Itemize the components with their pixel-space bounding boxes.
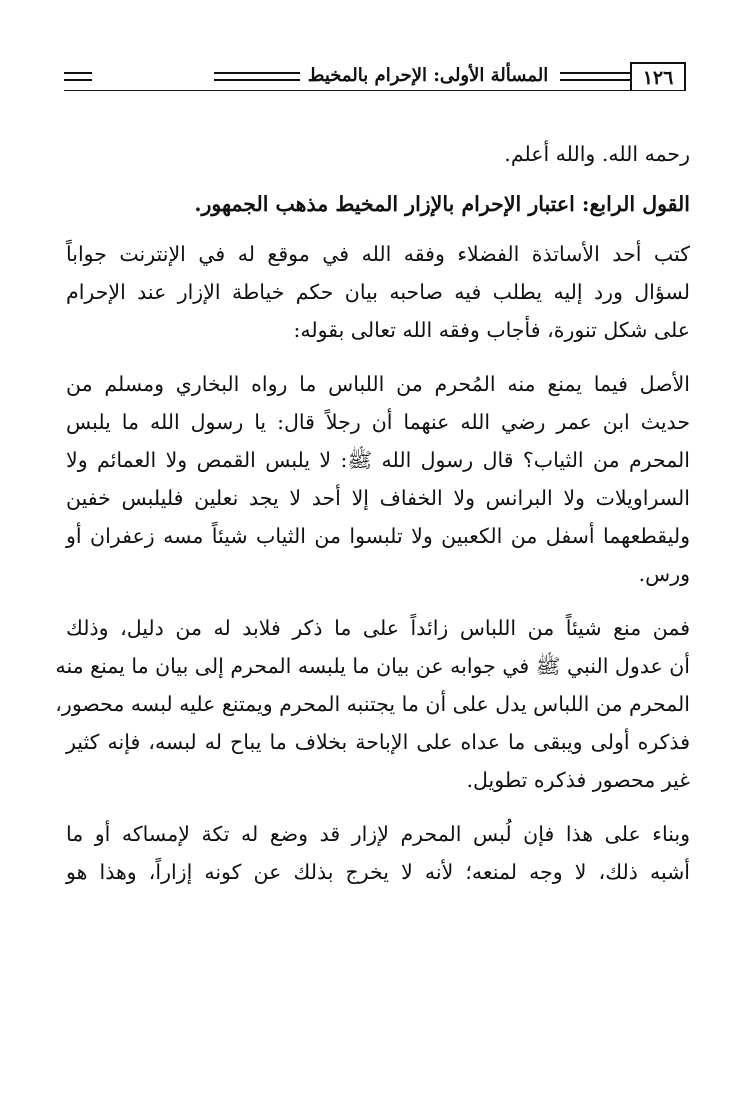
paragraph (55, 609, 690, 799)
text-line: غير محصور فذكره تطويل. (466, 768, 690, 792)
header-underline (64, 90, 686, 91)
text-line: على شكل تنورة، فأجاب وفقه الله تعالى بقوله: (293, 318, 690, 342)
text-line: لسؤال ورد إليه يطلب فيه صاحبه بيان حكم خياطة الإزار عند الإحرام (66, 280, 690, 304)
chapter-title: المسألة الأولى: الإحرام بالمخيط (307, 65, 549, 86)
text-line: وليقطعهما أسفل من الكعبين ولا تلبسوا من الثياب شيئاً مسه زعفران أو (66, 524, 690, 548)
text-line: أشبه ذلك، لا وجه لمنعه؛ لأنه لا يخرج بذلك عن كونه إزاراً، وهذا هو (66, 860, 690, 884)
paragraph (66, 815, 690, 891)
text-line: رحمه الله. والله أعلم. (504, 142, 690, 166)
text-line: ورس. (638, 562, 690, 586)
text-line: كتب أحد الأساتذة الفضلاء وفقه الله في موقع له في الإنترنت جواباً (66, 242, 690, 266)
page-body (55, 135, 690, 891)
text-line: أن عدول النبي ﷺ في جوابه عن بيان ما يلبسه المحرم إلى بيان ما يمنع منه (55, 654, 690, 678)
text-line: وبناء على هذا فإن لُبس المحرم لإزار قد وضع له تكة لإمساكه أو ما (66, 822, 690, 846)
text-line: المحرم من اللباس يدل على أن ما يجتنبه المحرم ويمتنع عليه لبسه محصور، (55, 692, 690, 716)
running-header (64, 62, 686, 92)
text-line: فذكره أولى ويبقى ما عداه على الإباحة بخلاف ما يباح له لبسه، فإنه كثير (66, 730, 690, 754)
header-rule (214, 72, 300, 81)
paragraph (66, 235, 690, 349)
header-rule (560, 72, 630, 81)
text-line: المحرم من الثياب؟ قال رسول الله ﷺ: لا يلبس القمص ولا العمائم ولا (66, 448, 690, 472)
paragraph (66, 365, 690, 593)
page-number: ١٢٦ (630, 62, 686, 90)
header-rule-end (64, 72, 92, 81)
text-line: فمن منع شيئاً من اللباس زائداً على ما ذكر فلابد له من دليل، وذلك (66, 616, 690, 640)
text-line: حديث ابن عمر رضي الله عنهما أن رجلاً قال: يا رسول الله ما يلبس (66, 410, 690, 434)
text-line: السراويلات ولا البرانس ولا الخفاف إلا أحد لا يجد نعلين فليلبس خفين (66, 486, 690, 510)
section-heading: القول الرابع: اعتبار الإحرام بالإزار المخيط مذهب الجمهور. (194, 192, 690, 216)
text-line: الأصل فيما يمنع منه المُحرم من اللباس ما رواه البخاري ومسلم من (66, 372, 690, 396)
